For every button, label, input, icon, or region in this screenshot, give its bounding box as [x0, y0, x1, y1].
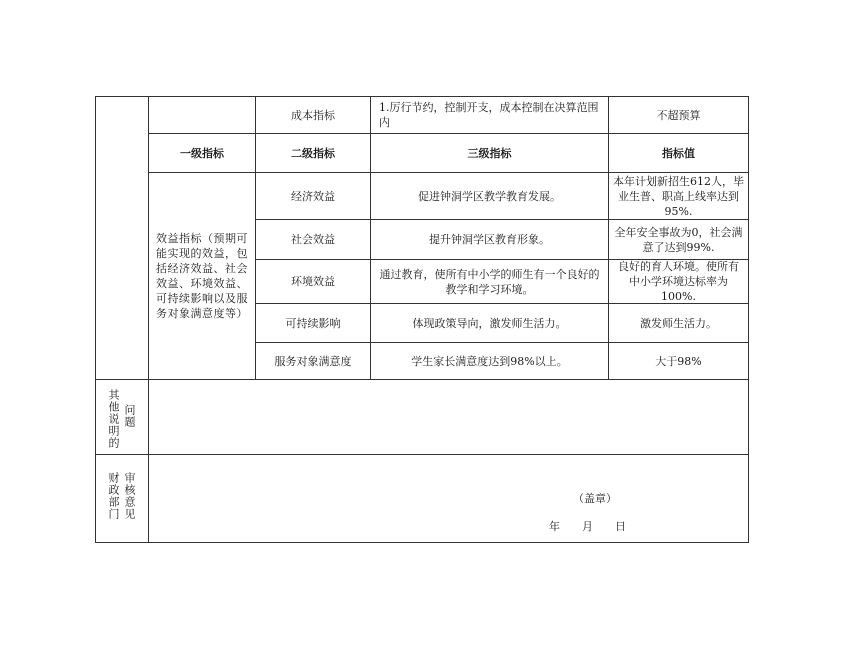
- benefit-level3: 学生家长满意度达到98%以上。: [411, 354, 568, 368]
- benefit-level2: 经济效益: [291, 189, 335, 203]
- benefit-value: 大于98%: [655, 354, 702, 368]
- other-notes-label-sub: 问题: [123, 404, 136, 428]
- other-notes-label: 其他说明的: [107, 389, 120, 449]
- header-level3: 三级指标: [467, 146, 512, 160]
- header-level2: 二级指标: [291, 146, 335, 160]
- benefit-indicator-label: 效益指标（预期可能实现的效益，包括经济效益、社会效益、环境效益、可持续影响以及服务对象满意度等）: [156, 232, 248, 320]
- stamp-text: （盖章）: [573, 491, 617, 505]
- benefit-level3: 通过教育，使所有中小学的师生有一个良好的教学和学习环境。: [379, 267, 600, 296]
- cost-level3: 1.厉行节约，控制开支，成本控制在决算范围内: [379, 101, 599, 129]
- benefit-level2: 可持续影响: [285, 316, 341, 330]
- cost-level2: 成本指标: [291, 108, 335, 122]
- cost-value: 不超预算: [656, 108, 701, 122]
- benefit-value: 良好的育人环境。使所有中小学环境达标率为100%.: [618, 260, 739, 303]
- benefit-value: 本年计划新招生612人，毕业生普、职高上线率达到95%.: [613, 174, 744, 218]
- benefit-level3: 提升钟洞学区教育形象。: [429, 233, 550, 246]
- benefit-level3: 促进钟洞学区教学教育发展。: [418, 189, 561, 203]
- benefit-level2: 服务对象满意度: [274, 354, 352, 368]
- header-value: 指标值: [662, 146, 695, 160]
- benefit-level2: 环境效益: [291, 275, 335, 288]
- finance-review-label: 审核意见: [123, 472, 136, 520]
- finance-dept-label: 财政部门: [107, 472, 120, 520]
- date-text: 年 月 日: [549, 519, 626, 533]
- benefit-level3: 体现政策导向，激发师生活力。: [412, 316, 567, 330]
- other-notes-content[interactable]: [149, 380, 748, 454]
- header-level1: 一级指标: [180, 146, 224, 160]
- benefit-value: 激发师生活力。: [640, 316, 717, 330]
- benefit-value: 全年安全事故为0，社会满意了达到99%.: [614, 225, 743, 254]
- benefit-level2: 社会效益: [291, 233, 335, 246]
